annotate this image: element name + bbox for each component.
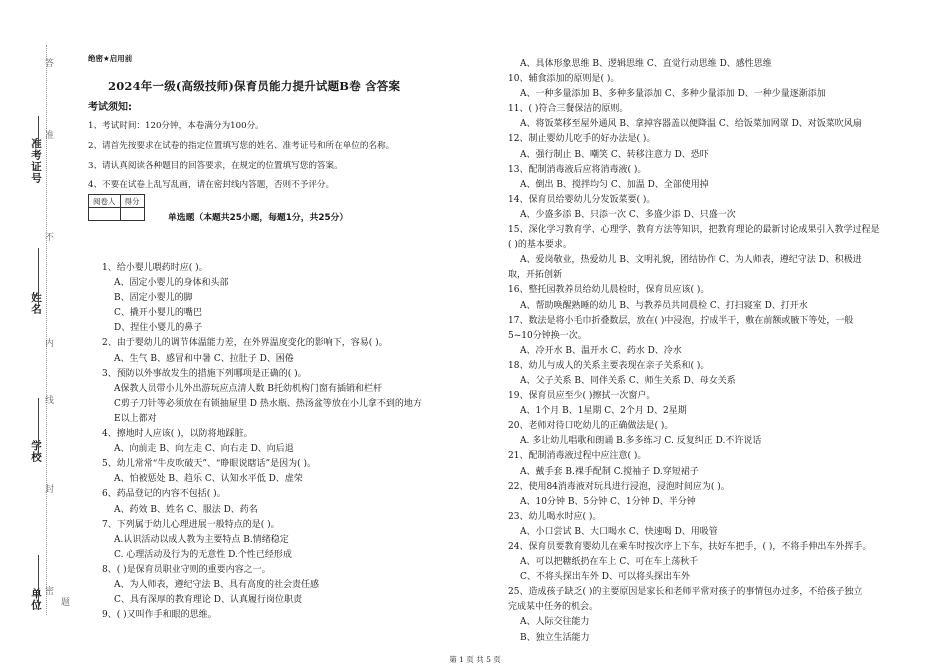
question-line: 7、下列属于幼儿心理进展一般特点的是( )。 [102,519,280,530]
answer-option-line: A、怕被惩处 B、趋乐 C、认知水平低 D、虚荣 [114,474,303,485]
question-line: 13、配制消毒液后应将消毒液( )。 [508,164,647,175]
answer-option-line: C. 心理活动及行为的无意性 D.个性已经形成 [114,549,292,560]
binding-margin [0,0,69,671]
answer-option-line: A、将饭菜移至屋外通风 B、拿掉容器盖以便降温 C、给饭菜加网罩 D、对饭菜吹风扇 [520,119,862,130]
question-line: 1、给小婴儿喂药时应( )。 [102,263,208,273]
unit-label: 单位 [30,588,42,611]
answer-option-line: A、小口尝试 B、大口喝水 C、快速喝 D、用吸管 [520,526,718,537]
question-line: 25、造成孩子缺乏( )的主要原因是家长和老师平常对孩子的事情包办过多，不给孩子独立 [508,587,863,598]
answer-option-line: A、戴手套 B.裸手配制 C.搅袖子 D.穿短裙子 [520,466,699,477]
seal-mark-feng: 封 [43,484,53,493]
question-line: 12、制止婴幼儿吃手的好办法是( )。 [508,134,656,145]
question-line: 2、由于婴幼儿的调节体温能力差，在外界温度变化的影响下，容易( )。 [102,338,388,349]
answer-option-line: A、少盛多添 B、只添一次 C、多盛少添 D、只盛一次 [520,209,736,220]
answer-option-line: B、固定小婴儿的脚 [114,293,193,304]
seal-mark-bu: 不 [43,232,53,241]
answer-option-line: A、父子关系 B、同伴关系 C、师生关系 D、母女关系 [520,375,736,386]
note-item: 1、考试时间：120分钟，本卷满分为100分。 [88,121,264,131]
answer-option-line: A、帮助唤醒熟睡的幼儿 B、与教养员共同晨检 C、打扫寝室 D、打开水 [520,300,808,311]
question-line: 16、整托园教养员给幼儿晨检时，保育员应该( )。 [508,285,710,296]
seal-mark-mi: 密 [43,586,53,595]
score-cell[interactable] [120,208,144,221]
section-title: 单选题（本题共25小题，每题1分，共25分） [168,213,349,223]
answer-option-line: D、捏住小婴儿的鼻子 [114,323,203,334]
grader-cell[interactable] [89,208,121,221]
answer-option-line: A、强行制止 B、嘲笑 C、转移注意力 D、恐吓 [520,149,709,160]
answer-option-line: C剪子刀针等必须放在有锁抽屉里 D 热水瓶、热汤盆等放在小儿拿不到的地方 [114,398,422,409]
answer-option-line: C、具有深厚的教育理论 D、认真履行岗位职责 [114,595,302,606]
answer-option-line: A、人际交往能力 [520,617,590,628]
seal-mark-xian: 线 [43,395,53,404]
note-item: 4、不要在试卷上乱写乱画，请在密封线内答题，否则不予评分。 [88,180,335,191]
page-footer: 第 1 页 共 5 页 [449,655,501,664]
unit-field[interactable] [38,555,39,610]
question-line: 18、幼儿与成人的关系主要表现在亲子关系和( )。 [508,360,710,371]
question-line: 15、深化学习教育学、心理学、教育方法等知识，把教育理论的最新讨论成果引入教学过程是 [508,225,880,236]
answer-option-line: A、向前走 B、向左走 C、向右走 D、向后退 [114,444,294,455]
score-box [88,194,145,221]
question-line: 4、擦地时人应该( )，以防将地踩脏。 [102,429,253,440]
exam-title: 2024年一级(高级技师)保育员能力提升试题B卷 含答案 [108,79,401,93]
seal-mark-zhun: 准 [43,130,53,139]
question-line: 11、( )符合三餐保洁的原则。 [508,104,629,115]
seal-mark-nei: 内 [43,338,53,347]
answer-option-line: A、爱岗敬业，热爱幼儿 B、文明礼貌，团结协作 C、为人师表，遵纪守法 D、积极进 [520,255,862,266]
answer-option-line: A、1个月 B、1星期 C、2个月 D、2星期 [520,406,687,417]
answer-option-line: A、可以把糖纸扔在车上 C、可在车上荡秋千 [520,557,699,568]
name-field[interactable] [38,248,39,308]
candidate-number-field[interactable] [38,116,39,146]
answer-option-line: E以上都对 [114,413,157,424]
note-item: 2、请首先按要求在试卷的指定位置填写您的姓名、准考证号和所在单位的名称。 [88,140,395,151]
seal-mark-da: 答 [43,58,53,67]
question-line: 6、药品登记的内容不包括( )。 [102,489,226,500]
question-line: 3、预防以外事故发生的措施下列哪项是正确的( )。 [102,368,307,379]
answer-option-line: A、倒出 B、搅拌均匀 C、加温 D、全部使用掉 [520,179,709,190]
candidate-number-label: 准考证号 [30,138,42,184]
question-line: 9、( )又叫作手和眼的思维。 [102,610,217,621]
right-question-column [508,57,879,646]
note-item: 3、请认真阅读各种题目的回答要求，在规定的位置填写您的答案。 [88,160,343,171]
grader-label: 阅卷人 [89,195,121,208]
answer-option-line: A、具体形象思维 B、逻辑思维 C、直觉行动思维 D、感性思维 [520,59,772,69]
notice-heading: 考试须知: [88,102,132,113]
name-label: 姓名 [30,292,42,315]
answer-option-line: A.认识活动以成人教为主要特点 B.情绪稳定 [114,534,289,545]
question-line: 10、辅食添加的原则是( )。 [508,74,620,85]
answer-option-line: A. 多让幼儿唱歌和朗诵 B.多多练习 C. 反复纠正 D.不许说话 [520,436,762,447]
answer-option-line: A、冷开水 B、温开水 C、药水 D、冷水 [520,345,682,356]
answer-option-line: C、撬开小婴儿的嘴巴 [114,308,202,319]
question-line: 5~10分钟换一次。 [508,330,587,341]
left-question-column [102,261,422,623]
question-line: 21、配制消毒液过程中应注意( )。 [508,451,647,462]
question-line: 22、使用84消毒液对玩具进行浸泡，浸泡时间应为( )。 [508,481,730,492]
answer-option-line: A、10分钟 B、5分钟 C、1分钟 D、半分钟 [520,496,696,507]
answer-option-line: A、一种多量添加 B、多种多量添加 C、多种少量添加 D、一种少量逐渐添加 [520,89,826,100]
school-field[interactable] [38,398,39,456]
question-line: 19、保育员应至少( )擦拭一次窗户。 [508,391,656,402]
question-line: 5、幼儿常常“牛皮吹破天”、“睁眼说瞎话”是因为( )。 [102,459,317,470]
question-line: 20、老师对待口吃幼儿的正确做法是( )。 [508,421,674,432]
seal-mark-ti: 题 [59,597,69,606]
answer-option-line: B、独立生活能力 [520,632,590,643]
answer-option-line: A、生气 B、感冒和中暑 C、拉肚子 D、困倦 [114,353,294,364]
question-line: 取，开拓创新 [508,270,563,281]
question-line: 24、保育员要教育婴幼儿在乘车时按次序上下车，扶好车把手，( )，不将手伸出车外挥手。 [508,542,872,552]
exam-notes [88,117,394,196]
answer-option-line: C、不将头探出车外 D、可以将头探出车外 [520,572,690,583]
question-line: ( )的基本要求。 [508,240,572,251]
school-label: 学校 [30,440,42,463]
question-line: 23、幼儿喝水时应( )。 [508,511,602,522]
question-line: 14、保育员给婴幼儿分发饭菜要( )。 [508,194,656,205]
answer-option-line: A、药效 B、姓名 C、服法 D、药名 [114,504,258,515]
answer-option-line: A、为人师表，遵纪守法 B、具有高度的社会责任感 [114,579,319,590]
question-line: 完成某中任务的机会。 [508,602,599,613]
question-line: 8、( )是保育员职业守则的重要内容之一。 [102,564,271,575]
answer-option-line: A保教人员带小儿外出游玩应点清人数 B托幼机构门窗有插销和栏杆 [114,383,382,394]
secret-label: 绝密★启用前 [88,54,133,63]
question-line: 17、数法是将小毛巾折叠数层，放在( )中浸泡，拧成半干，敷在前额或腋下等处，一般 [508,315,854,326]
score-label: 得分 [120,195,144,208]
answer-option-line: A、固定小婴儿的身体和头部 [114,278,229,289]
